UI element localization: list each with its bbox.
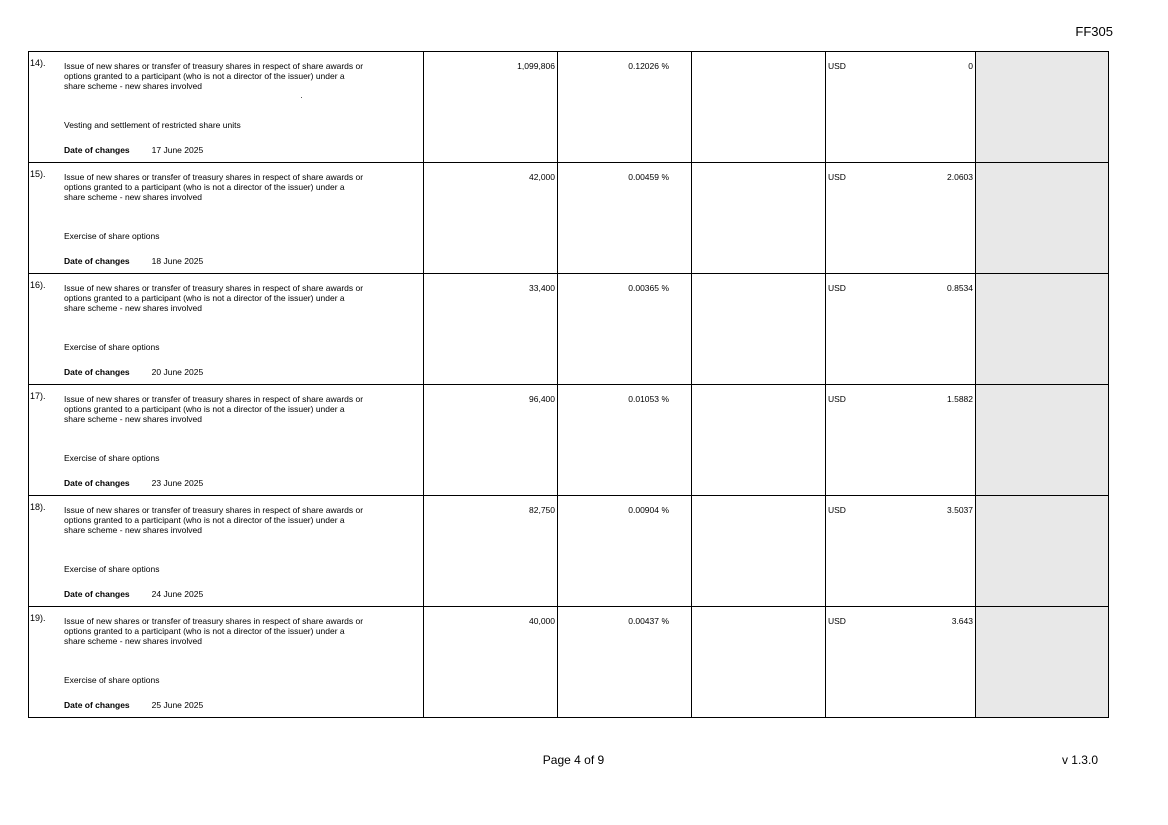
date-of-changes — [64, 367, 203, 377]
shares-value: 82,750 — [529, 505, 555, 515]
percent-symbol: % — [661, 283, 669, 293]
shares-value: 42,000 — [529, 172, 555, 182]
currency-code: USD — [828, 172, 846, 182]
percent-symbol: % — [661, 394, 669, 404]
shares-cell — [424, 163, 558, 274]
date-value: 18 June 2025 — [151, 256, 204, 266]
empty-cell — [692, 52, 826, 163]
currency-code: USD — [828, 61, 846, 71]
date-of-changes — [64, 256, 203, 266]
empty-cell — [692, 163, 826, 274]
price-cell — [826, 385, 976, 496]
price-value: 0 — [968, 61, 973, 71]
stray-mark — [301, 97, 302, 98]
price-cell — [826, 163, 976, 274]
empty-cell — [692, 385, 826, 496]
date-label: Date of changes — [64, 367, 130, 377]
empty-cell — [692, 496, 826, 607]
description-cell — [29, 496, 424, 607]
percent-symbol: % — [661, 172, 669, 182]
currency-code: USD — [828, 394, 846, 404]
shaded-cell — [976, 274, 1109, 385]
share-changes-table — [28, 51, 1109, 718]
event-description: Issue of new shares or transfer of treasury shares in respect of share awards or options granted to a participant (who is not a director of the issuer) under a share scheme - new shares involved — [64, 283, 364, 313]
version-label: v 1.3.0 — [1061, 753, 1098, 767]
price-value: 3.643 — [951, 616, 973, 626]
table-row — [29, 496, 1109, 607]
shaded-cell — [976, 385, 1109, 496]
shares-cell — [424, 385, 558, 496]
date-label: Date of changes — [64, 478, 130, 488]
shares-value: 96,400 — [529, 394, 555, 404]
table-row — [29, 607, 1109, 718]
date-value: 24 June 2025 — [151, 589, 204, 599]
percent-cell — [558, 274, 692, 385]
percent-value: 0.12026 — [628, 61, 659, 71]
shares-cell — [424, 607, 558, 718]
shaded-cell — [976, 52, 1109, 163]
shares-value: 33,400 — [529, 283, 555, 293]
event-detail: Exercise of share options — [64, 675, 160, 685]
percent-value: 0.00365 — [628, 283, 659, 293]
currency-code: USD — [828, 283, 846, 293]
shaded-cell — [976, 496, 1109, 607]
table-row — [29, 274, 1109, 385]
description-cell — [29, 163, 424, 274]
date-of-changes — [64, 589, 203, 599]
percent-value: 0.00904 — [628, 505, 659, 515]
date-label: Date of changes — [64, 256, 130, 266]
price-value: 0.8534 — [947, 283, 973, 293]
percent-value: 0.01053 — [628, 394, 659, 404]
currency-code: USD — [828, 505, 846, 515]
price-cell — [826, 52, 976, 163]
form-code: FF305 — [1075, 24, 1113, 39]
row-number: 15). — [30, 169, 46, 179]
event-detail: Exercise of share options — [64, 453, 160, 463]
description-cell — [29, 385, 424, 496]
percent-cell — [558, 385, 692, 496]
date-label: Date of changes — [64, 145, 130, 155]
event-description: Issue of new shares or transfer of treasury shares in respect of share awards or options granted to a participant (who is not a director of the issuer) under a share scheme - new shares involved — [64, 505, 364, 535]
description-cell — [29, 274, 424, 385]
shares-cell — [424, 52, 558, 163]
event-description: Issue of new shares or transfer of treasury shares in respect of share awards or options granted to a participant (who is not a director of the issuer) under a share scheme - new shares involved — [64, 616, 364, 646]
percent-symbol: % — [661, 616, 669, 626]
percent-cell — [558, 163, 692, 274]
description-cell — [29, 607, 424, 718]
shares-cell — [424, 496, 558, 607]
date-label: Date of changes — [64, 589, 130, 599]
percent-symbol: % — [661, 505, 669, 515]
event-description: Issue of new shares or transfer of treasury shares in respect of share awards or options granted to a participant (who is not a director of the issuer) under a share scheme - new shares involved — [64, 394, 364, 424]
shares-value: 1,099,806 — [517, 61, 555, 71]
percent-cell — [558, 496, 692, 607]
date-value: 17 June 2025 — [151, 145, 204, 155]
shares-cell — [424, 274, 558, 385]
event-detail: Vesting and settlement of restricted share units — [64, 120, 241, 130]
row-number: 17). — [30, 391, 46, 401]
table-row — [29, 385, 1109, 496]
shaded-cell — [976, 163, 1109, 274]
event-detail: Exercise of share options — [64, 231, 160, 241]
price-cell — [826, 496, 976, 607]
page-number: Page 4 of 9 — [542, 753, 605, 767]
date-value: 20 June 2025 — [151, 367, 204, 377]
event-description: Issue of new shares or transfer of treasury shares in respect of share awards or options granted to a participant (who is not a director of the issuer) under a share scheme - new shares involved — [64, 61, 364, 91]
row-number: 14). — [30, 58, 46, 68]
percent-cell — [558, 607, 692, 718]
empty-cell — [692, 607, 826, 718]
price-value: 1.5882 — [947, 394, 973, 404]
price-value: 3.5037 — [947, 505, 973, 515]
price-cell — [826, 274, 976, 385]
event-detail: Exercise of share options — [64, 342, 160, 352]
price-cell — [826, 607, 976, 718]
table-row — [29, 52, 1109, 163]
price-value: 2.0603 — [947, 172, 973, 182]
row-number: 18). — [30, 502, 46, 512]
shaded-cell — [976, 607, 1109, 718]
percent-cell — [558, 52, 692, 163]
event-detail: Exercise of share options — [64, 564, 160, 574]
currency-code: USD — [828, 616, 846, 626]
date-value: 23 June 2025 — [151, 478, 204, 488]
empty-cell — [692, 274, 826, 385]
table-row — [29, 163, 1109, 274]
percent-symbol: % — [661, 61, 669, 71]
row-number: 19). — [30, 613, 46, 623]
row-number: 16). — [30, 280, 46, 290]
date-label: Date of changes — [64, 700, 130, 710]
percent-value: 0.00459 — [628, 172, 659, 182]
date-value: 25 June 2025 — [151, 700, 204, 710]
description-cell — [29, 52, 424, 163]
date-of-changes — [64, 145, 203, 155]
date-of-changes — [64, 478, 203, 488]
date-of-changes — [64, 700, 203, 710]
shares-value: 40,000 — [529, 616, 555, 626]
event-description: Issue of new shares or transfer of treasury shares in respect of share awards or options granted to a participant (who is not a director of the issuer) under a share scheme - new shares involved — [64, 172, 364, 202]
percent-value: 0.00437 — [628, 616, 659, 626]
